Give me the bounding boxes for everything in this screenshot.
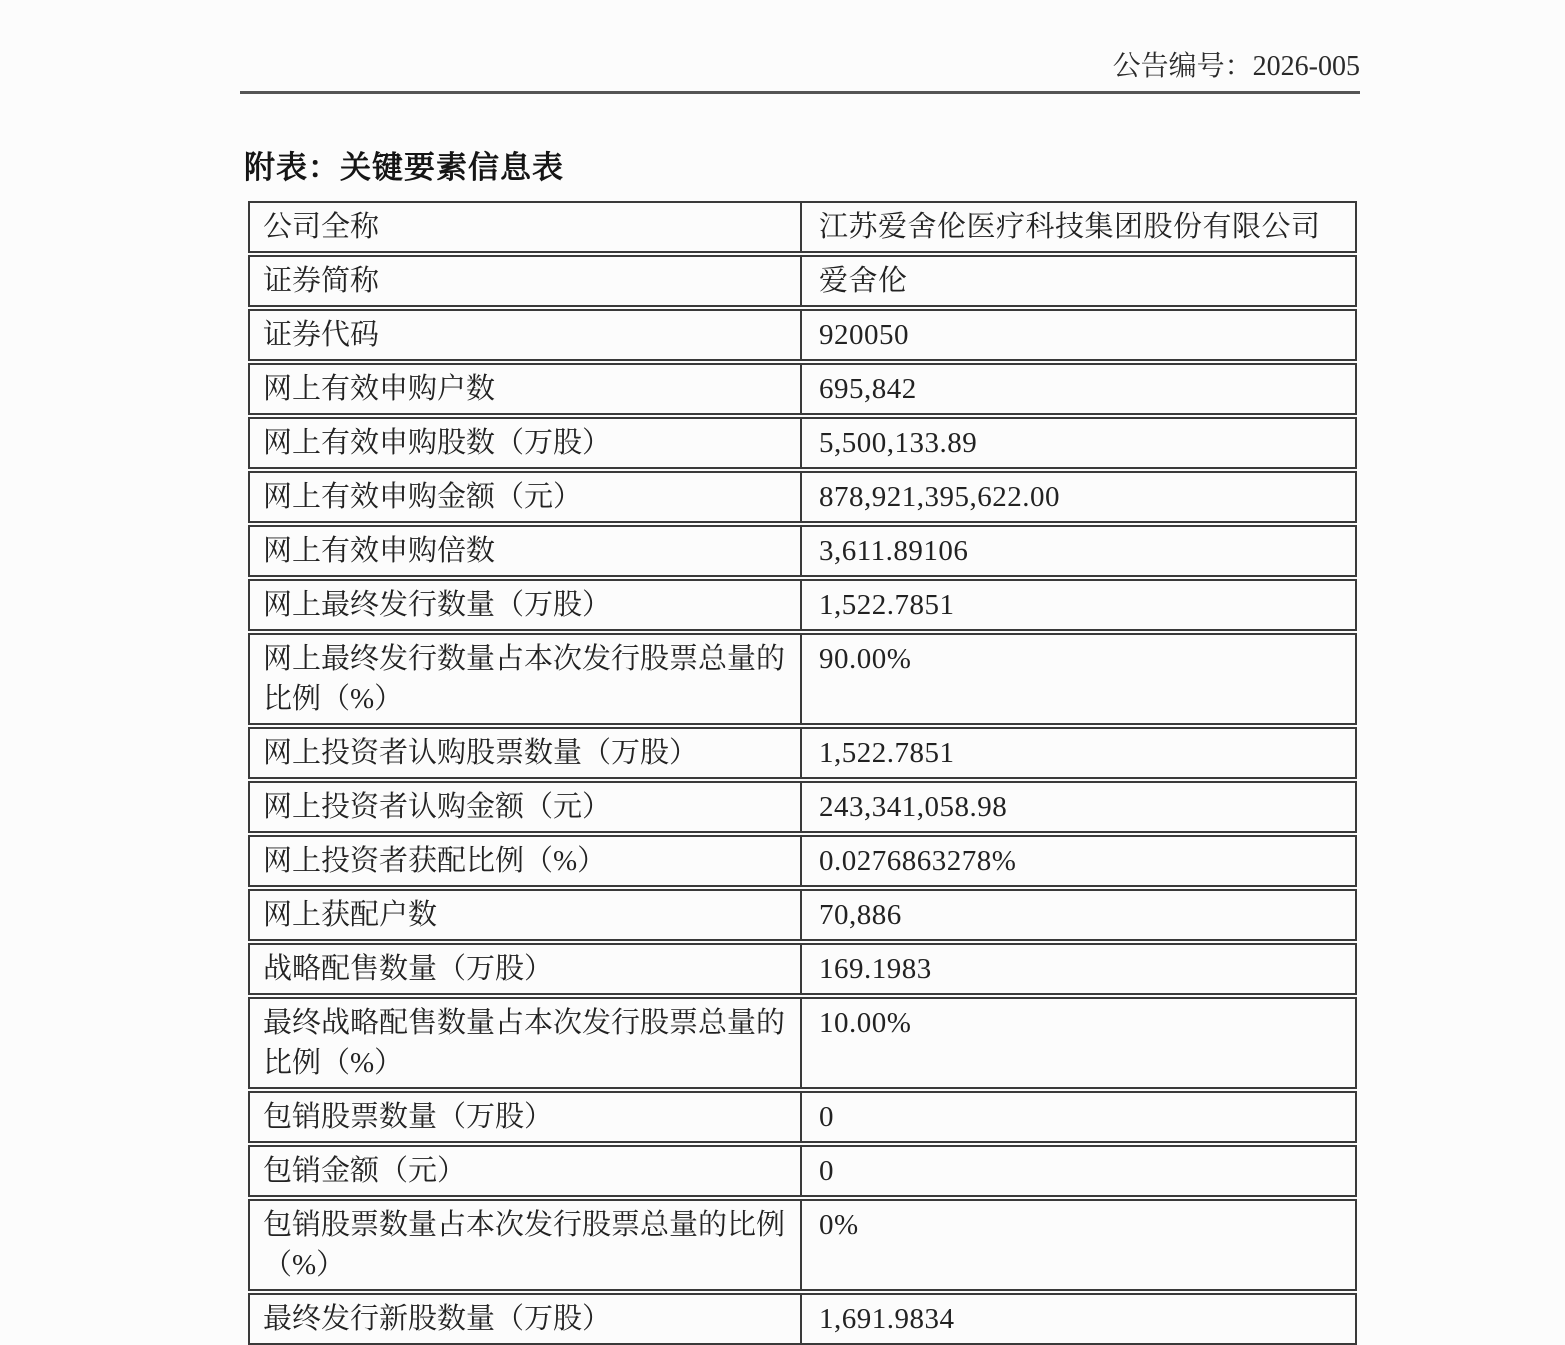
notice-number-line [240, 0, 1360, 83]
row-value: 0 [801, 1090, 1356, 1144]
row-value: 3,611.89106 [801, 524, 1356, 578]
table-row [249, 1198, 1356, 1292]
page-title: 附表：关键要素信息表 [244, 149, 564, 185]
row-label: 证券代码 [249, 308, 801, 362]
row-label: 包销金额（元） [249, 1144, 801, 1198]
row-label: 公司全称 [263, 210, 380, 243]
table-row [249, 726, 1356, 780]
row-label: 网上有效申购户数 [249, 362, 801, 416]
header-divider [240, 91, 1360, 94]
row-label: 网上投资者获配比例（%） [249, 834, 801, 888]
row-label: 网上获配户数 [249, 888, 801, 942]
document-content [240, 0, 1360, 1345]
row-label: 最终发行新股数量（万股） [249, 1292, 801, 1344]
table-row [249, 524, 1356, 578]
row-value: 江苏爱舍伦医疗科技集团股份有限公司 [801, 202, 1356, 254]
table-row [249, 996, 1356, 1090]
notice-number-text: 公告编号：2026-005 [1112, 51, 1360, 82]
row-value: 爱舍伦 [801, 254, 1356, 308]
table-row [249, 308, 1356, 362]
table-row [249, 632, 1356, 726]
row-label: 网上最终发行数量（万股） [249, 578, 801, 632]
row-label: 网上有效申购倍数 [249, 524, 801, 578]
row-value: 10.00% [801, 996, 1356, 1090]
row-label: 网上投资者认购股票数量（万股） [249, 726, 801, 780]
row-label: 网上有效申购股数（万股） [249, 416, 801, 470]
table-row [249, 254, 1356, 308]
table-row [249, 942, 1356, 996]
row-label: 最终战略配售数量占本次发行股票总量的比例（%） [249, 996, 801, 1090]
table-row [249, 888, 1356, 942]
row-label: 包销股票数量（万股） [249, 1090, 801, 1144]
row-label: 网上有效申购金额（元） [249, 470, 801, 524]
row-label: 证券简称 [249, 254, 801, 308]
table-row [249, 1144, 1356, 1198]
table-row [249, 362, 1356, 416]
row-value: 1,522.7851 [801, 726, 1356, 780]
table-row [249, 834, 1356, 888]
row-value: 5,500,133.89 [801, 416, 1356, 470]
row-value: 1,522.7851 [801, 578, 1356, 632]
row-label: 网上投资者认购金额（元） [249, 780, 801, 834]
row-value: 0% [801, 1198, 1356, 1292]
key-elements-table-body [249, 202, 1356, 1344]
table-row [249, 1090, 1356, 1144]
table-row [249, 1292, 1356, 1344]
row-value: 70,886 [801, 888, 1356, 942]
table-row [249, 202, 1356, 254]
table-row [249, 470, 1356, 524]
row-value: 920050 [801, 308, 1356, 362]
row-value: 0.0276863278% [801, 834, 1356, 888]
row-label: 包销股票数量占本次发行股票总量的比例（%） [249, 1198, 801, 1292]
row-label: 网上最终发行数量占本次发行股票总量的比例（%） [249, 632, 801, 726]
table-row [249, 780, 1356, 834]
key-elements-table [248, 201, 1357, 1345]
row-value: 243,341,058.98 [801, 780, 1356, 834]
row-label: 战略配售数量（万股） [249, 942, 801, 996]
row-value: 878,921,395,622.00 [801, 470, 1356, 524]
row-value: 1,691.9834 [801, 1292, 1356, 1344]
row-value: 695,842 [801, 362, 1356, 416]
row-value: 0 [801, 1144, 1356, 1198]
row-value: 90.00% [801, 632, 1356, 726]
table-row [249, 578, 1356, 632]
table-row [249, 416, 1356, 470]
row-value: 169.1983 [801, 942, 1356, 996]
